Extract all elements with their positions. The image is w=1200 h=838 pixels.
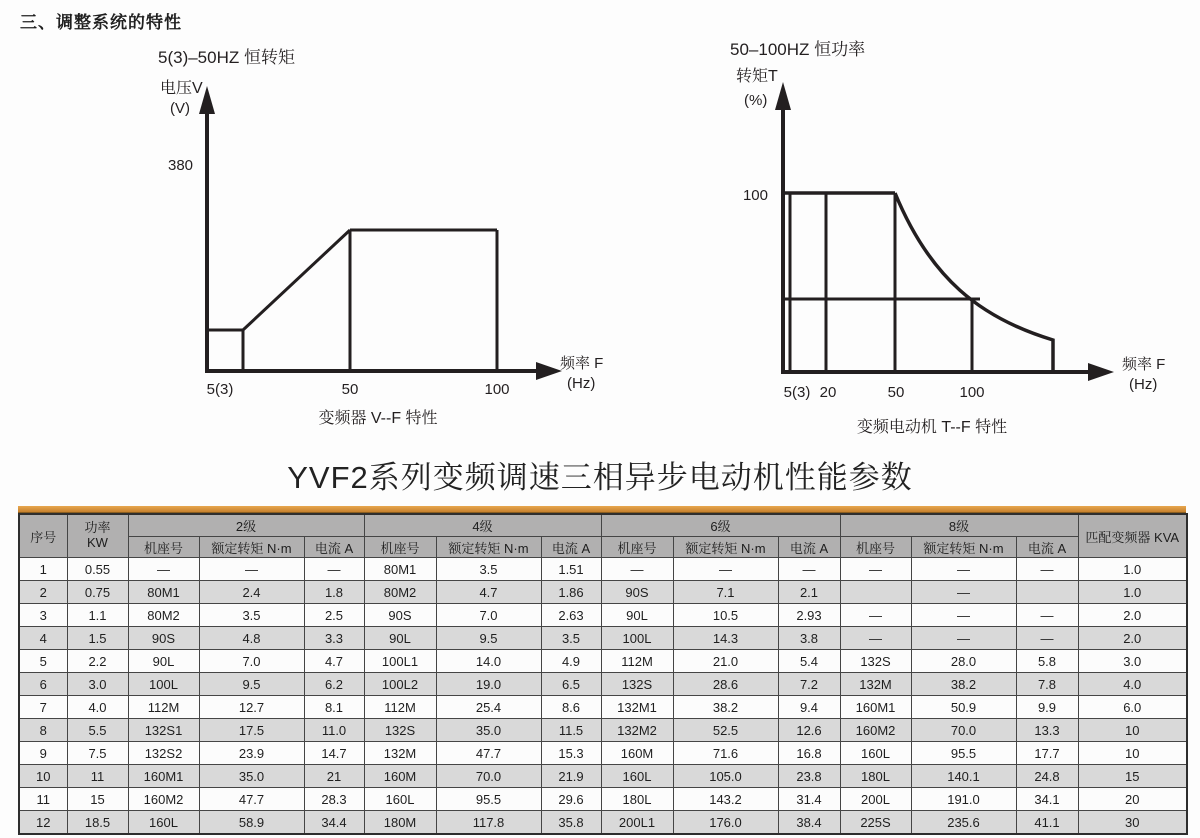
table-cell: 3.5 [199,604,304,627]
header-group-6pole: 6级 [601,514,840,537]
table-cell: 15.3 [541,742,601,765]
table-cell: 7 [19,696,67,719]
table-cell: 132M2 [601,719,673,742]
table-cell: 38.2 [911,673,1016,696]
vf-chart-caption: 变频器 V--F 特性 [318,410,438,427]
table-cell: 180M [364,811,436,835]
table-cell: 35.8 [541,811,601,835]
table-cell: 70.0 [436,765,541,788]
table-cell: 10 [1078,719,1187,742]
table-cell: — [840,627,911,650]
table-cell: 3.3 [304,627,364,650]
table-cell: — [778,558,840,581]
table-cell: — [304,558,364,581]
table-cell: 18.5 [67,811,128,835]
header-kva: 匹配变频器 KVA [1078,514,1187,558]
subheader-frame-size: 机座号 [128,537,199,558]
vf-y-tick-380: 380 [168,157,194,174]
table-cell: 2.4 [199,581,304,604]
table-cell: 7.2 [778,673,840,696]
table-cell: 132S [840,650,911,673]
tf-x-axis-unit: (Hz) [1129,376,1158,393]
table-header-group-row [19,514,1187,537]
table-cell: 132M1 [601,696,673,719]
vf-x-tick-5: 5(3) [206,381,234,398]
subheader-rated-torque: 额定转矩 N·m [436,537,541,558]
table-cell: 160M2 [840,719,911,742]
table-cell: 4.0 [67,696,128,719]
table-cell: 8.6 [541,696,601,719]
table-cell: — [601,558,673,581]
table-cell: 34.4 [304,811,364,835]
table-cell: 31.4 [778,788,840,811]
table-row [19,765,1187,788]
tf-chart-caption: 变频电动机 T--F 特性 [856,419,1008,436]
table-cell: 7.1 [673,581,778,604]
table-cell: 14.3 [673,627,778,650]
table-row [19,673,1187,696]
table-cell: 105.0 [673,765,778,788]
table-cell: 2.93 [778,604,840,627]
table-cell: 28.3 [304,788,364,811]
table-cell: 2.0 [1078,604,1187,627]
table-cell: 1 [19,558,67,581]
table-cell: 12.6 [778,719,840,742]
table-cell: 95.5 [911,742,1016,765]
table-cell: 35.0 [436,719,541,742]
table-cell: 4.0 [1078,673,1187,696]
table-cell: 160M1 [840,696,911,719]
table-cell: 29.6 [541,788,601,811]
vf-chart-title: 5(3)–50HZ 恒转矩 [158,48,295,67]
table-row [19,604,1187,627]
table-cell: 5 [19,650,67,673]
table-cell: 47.7 [199,788,304,811]
table-cell: 11 [19,788,67,811]
table-cell: — [911,604,1016,627]
vf-x-tick-50: 50 [341,381,359,398]
table-cell: 17.7 [1016,742,1078,765]
table-row [19,811,1187,835]
vf-chart-canvas [140,38,640,438]
table-cell: 7.0 [199,650,304,673]
tf-y-axis-unit: (%) [744,92,768,109]
table-cell: 3 [19,604,67,627]
table-cell: 6 [19,673,67,696]
table-cell: 100L [128,673,199,696]
header-power [67,514,128,558]
table-cell: 11.0 [304,719,364,742]
table-cell: 47.7 [436,742,541,765]
subheader-frame-size: 机座号 [364,537,436,558]
subheader-rated-torque: 额定转矩 N·m [911,537,1016,558]
table-cell: — [840,558,911,581]
table-cell: 10 [1078,742,1187,765]
table-cell: 10.5 [673,604,778,627]
table-cell: 70.0 [911,719,1016,742]
table-cell [1016,581,1078,604]
table-cell: 12.7 [199,696,304,719]
table-cell: 160L [601,765,673,788]
table-cell: 6.0 [1078,696,1187,719]
vf-characteristic-chart [140,38,640,438]
vf-boost-step-line [207,330,243,371]
table-cell: 52.5 [673,719,778,742]
table-cell: 13.3 [1016,719,1078,742]
table-cell [840,581,911,604]
table-cell: 38.2 [673,696,778,719]
table-cell: 3.0 [1078,650,1187,673]
table-cell: 176.0 [673,811,778,835]
table-cell: 160M1 [128,765,199,788]
table-top-accent-bar [18,506,1186,513]
table-cell: 5.5 [67,719,128,742]
table-cell: 1.1 [67,604,128,627]
table-cell: — [911,558,1016,581]
table-cell: 1.0 [1078,581,1187,604]
table-cell: 160M [601,742,673,765]
table-cell: 9.5 [199,673,304,696]
table-cell: 1.51 [541,558,601,581]
table-cell: 1.8 [304,581,364,604]
tf-y-axis-label: 转矩T [736,68,778,85]
table-cell: 11.5 [541,719,601,742]
table-cell: 235.6 [911,811,1016,835]
table-cell: — [673,558,778,581]
table-cell: 9.9 [1016,696,1078,719]
table-cell: 21.0 [673,650,778,673]
table-cell: 132M [840,673,911,696]
table-cell: 100L [601,627,673,650]
table-cell: 21 [304,765,364,788]
header-seq: 序号 [19,514,67,558]
table-cell: 6.5 [541,673,601,696]
performance-table [18,513,1188,835]
table-cell: 9 [19,742,67,765]
header-power-line1: 功率 [84,520,111,536]
table-cell: 24.8 [1016,765,1078,788]
tf-chart-canvas [700,28,1200,440]
table-cell: — [1016,558,1078,581]
subheader-frame-size: 机座号 [840,537,911,558]
table-cell: 3.5 [541,627,601,650]
table-cell: 21.9 [541,765,601,788]
table-cell: 4.7 [304,650,364,673]
table-cell: — [911,627,1016,650]
table-cell: 140.1 [911,765,1016,788]
table-header [19,514,1187,558]
table-cell: 80M1 [128,581,199,604]
table-cell: 160L [364,788,436,811]
vf-x-tick-100: 100 [484,381,510,398]
table-cell: 14.7 [304,742,364,765]
table-cell: 23.8 [778,765,840,788]
table-cell: 4.7 [436,581,541,604]
table-cell: 7.8 [1016,673,1078,696]
table-row [19,742,1187,765]
table-cell: 90S [601,581,673,604]
tf-x-tick-50: 50 [887,384,905,401]
table-cell: — [1016,604,1078,627]
tf-x-tick-5: 5(3) [783,384,811,401]
table-cell: 16.8 [778,742,840,765]
table-cell: 4.9 [541,650,601,673]
table-cell: 80M2 [364,581,436,604]
tf-x-tick-20: 20 [819,384,837,401]
table-cell: 58.9 [199,811,304,835]
vf-x-axis-unit: (Hz) [567,375,596,392]
table-cell: 3.0 [67,673,128,696]
table-title: YVF2系列变频调速三相异步电动机性能参数 [287,460,913,495]
table-cell: 80M1 [364,558,436,581]
table-cell: 90L [364,627,436,650]
table-cell: 19.0 [436,673,541,696]
header-power-line2: KW [87,535,108,550]
table-cell: 2.2 [67,650,128,673]
table-cell: 12 [19,811,67,835]
table-row [19,719,1187,742]
table-cell: — [911,581,1016,604]
table-cell: 38.4 [778,811,840,835]
table-cell: 28.6 [673,673,778,696]
table-cell: 1.0 [1078,558,1187,581]
tf-constant-power-curve [895,193,1053,372]
table-cell: 180L [601,788,673,811]
vf-y-axis-unit: (V) [170,100,190,117]
table-cell: 2.0 [1078,627,1187,650]
header-group-4pole: 4级 [364,514,601,537]
subheader-current: 电流 A [541,537,601,558]
table-cell: — [199,558,304,581]
table-cell: 10 [19,765,67,788]
table-cell: 1.86 [541,581,601,604]
table-cell: 5.8 [1016,650,1078,673]
table-cell: 50.9 [911,696,1016,719]
tf-chart-title: 50–100HZ 恒功率 [730,40,866,59]
table-cell: 90L [128,650,199,673]
table-cell: 41.1 [1016,811,1078,835]
table-cell: — [1016,627,1078,650]
table-cell: 80M2 [128,604,199,627]
table-cell: 132S1 [128,719,199,742]
table-cell: 90S [364,604,436,627]
subheader-frame-size: 机座号 [601,537,673,558]
table-cell: 28.0 [911,650,1016,673]
subheader-current: 电流 A [1016,537,1078,558]
table-cell: 4 [19,627,67,650]
tf-characteristic-chart [700,28,1200,440]
table-cell: 112M [364,696,436,719]
tf-x-axis-arrow-icon [1088,363,1114,381]
table-row [19,581,1187,604]
table-cell: 180L [840,765,911,788]
table-cell: 11 [67,765,128,788]
table-cell: 71.6 [673,742,778,765]
table-cell: 9.5 [436,627,541,650]
table-cell: 20 [1078,788,1187,811]
table-cell: 2 [19,581,67,604]
table-cell: 2.1 [778,581,840,604]
table-cell: 25.4 [436,696,541,719]
table-body [19,558,1187,835]
table-cell: 15 [67,788,128,811]
table-cell: 200L1 [601,811,673,835]
table-cell: 191.0 [911,788,1016,811]
table-row [19,558,1187,581]
tf-x-tick-100: 100 [959,384,985,401]
table-cell: 0.55 [67,558,128,581]
subheader-current: 电流 A [778,537,840,558]
vf-ramp-line [243,230,350,330]
table-cell: 100L2 [364,673,436,696]
table-cell: 132S2 [128,742,199,765]
table-cell: 14.0 [436,650,541,673]
table-cell: 6.2 [304,673,364,696]
table-cell: 160L [128,811,199,835]
table-cell: 9.4 [778,696,840,719]
table-cell: 90S [128,627,199,650]
table-cell: 112M [128,696,199,719]
header-group-8pole: 8级 [840,514,1078,537]
table-cell: 95.5 [436,788,541,811]
table-cell: 100L1 [364,650,436,673]
table-cell: 2.5 [304,604,364,627]
table-cell: 200L [840,788,911,811]
table-cell: 7.0 [436,604,541,627]
table-cell: 1.5 [67,627,128,650]
table-cell: 8.1 [304,696,364,719]
table-cell: — [128,558,199,581]
table-cell: 143.2 [673,788,778,811]
table-cell: 3.8 [778,627,840,650]
table-row [19,650,1187,673]
table-cell: 132M [364,742,436,765]
table-row [19,627,1187,650]
subheader-rated-torque: 额定转矩 N·m [673,537,778,558]
table-cell: 132S [364,719,436,742]
table-cell: 34.1 [1016,788,1078,811]
table-cell: 7.5 [67,742,128,765]
table-cell: 17.5 [199,719,304,742]
table-cell: 3.5 [436,558,541,581]
table-cell: 225S [840,811,911,835]
table-cell: 23.9 [199,742,304,765]
tf-x-axis-label: 频率 F [1122,356,1166,373]
table-cell: 0.75 [67,581,128,604]
vf-y-axis-label: 电压V [160,80,203,97]
subheader-rated-torque: 额定转矩 N·m [199,537,304,558]
table-cell: — [840,604,911,627]
table-cell: 112M [601,650,673,673]
table-cell: 8 [19,719,67,742]
table-cell: 30 [1078,811,1187,835]
tf-y-tick-100: 100 [742,187,768,204]
tf-y-axis-arrow-icon [775,82,791,110]
table-cell: 4.8 [199,627,304,650]
table-row [19,696,1187,719]
vf-x-axis-label: 频率 F [560,355,604,372]
table-cell: 160L [840,742,911,765]
vf-x-axis-arrow-icon [536,362,562,380]
table-cell: 2.63 [541,604,601,627]
table-cell: 35.0 [199,765,304,788]
header-group-2pole: 2级 [128,514,364,537]
table-cell: 160M [364,765,436,788]
table-cell: 160M2 [128,788,199,811]
table-subheader-row [19,537,1187,558]
table-cell: 132S [601,673,673,696]
section-title: 三、调整系统的特性 [20,13,182,32]
table-cell: 5.4 [778,650,840,673]
table-row [19,788,1187,811]
subheader-current: 电流 A [304,537,364,558]
table-cell: 117.8 [436,811,541,835]
table-cell: 90L [601,604,673,627]
performance-table-wrap [18,506,1186,835]
table-cell: 15 [1078,765,1187,788]
